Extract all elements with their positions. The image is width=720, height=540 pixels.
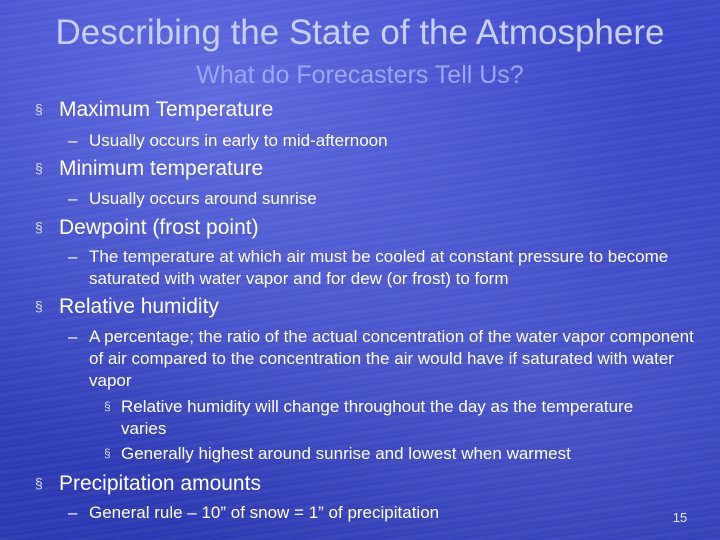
bullet-label: Precipitation amounts [59, 472, 261, 495]
dash-icon: – [68, 503, 78, 522]
square-bullet-icon: § [104, 446, 111, 460]
dash-icon: – [68, 247, 78, 266]
bullet-label: Dewpoint (frost point) [59, 216, 259, 239]
sub-bullet-text: General rule – 10” of snow = 1” of precipitation [89, 503, 440, 522]
slide-title: Describing the State of the Atmosphere [55, 13, 665, 52]
sub-bullet-text: Usually occurs in early to mid-afternoon [89, 131, 388, 150]
sub-sub-bullet-text: Generally highest around sunrise and lowest when warmest [121, 444, 571, 463]
sub-bullet-text: Usually occurs around sunrise [89, 189, 317, 208]
square-bullet-icon: § [35, 219, 43, 235]
square-bullet-icon: § [35, 101, 43, 117]
dash-icon: – [68, 131, 78, 150]
page-number: 15 [672, 510, 688, 525]
sub-sub-bullet-text: Relative humidity will change throughout the day as the temperature varies [121, 397, 634, 438]
bullet-label: Relative humidity [59, 295, 219, 318]
bullet-label: Maximum Temperature [59, 98, 274, 121]
dash-icon: – [68, 327, 78, 346]
bullet-label: Minimum temperature [59, 157, 264, 180]
square-bullet-icon: § [35, 160, 43, 176]
square-bullet-icon: § [104, 399, 111, 413]
dash-icon: – [68, 189, 78, 208]
sub-bullet-text: The temperature at which air must be cooled at constant pressure to become saturated with water vapor and for dew (or frost) to form [89, 247, 669, 288]
slide-subtitle: What do Forecasters Tell Us? [196, 61, 524, 89]
sub-bullet-text: A percentage; the ratio of the actual concentration of the water vapor component of air compared to the concentration the air would have if saturated with water vapor [89, 327, 694, 390]
square-bullet-icon: § [35, 475, 43, 491]
square-bullet-icon: § [35, 298, 43, 314]
